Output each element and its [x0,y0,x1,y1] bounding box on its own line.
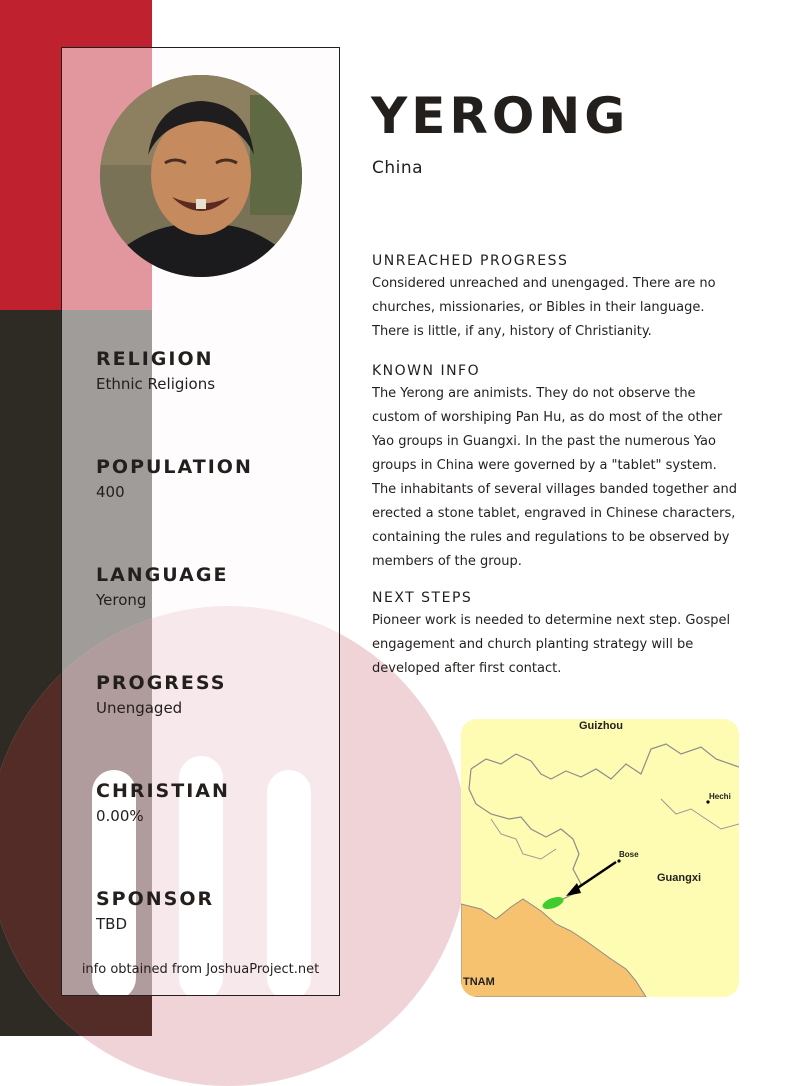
field-religion [96,348,215,393]
section-heading: UNREACHED PROGRESS [372,253,569,269]
section-body: Considered unreached and unengaged. There are no churches, missionaries, or Bibles in their language. There is little, if any, history of Christianity. [372,276,716,339]
section-next-steps [372,590,742,681]
field-value: 0.00% [96,807,144,825]
field-progress [96,672,226,717]
field-christian [96,780,230,825]
map-label-guangxi: Guangxi [657,872,702,884]
field-value: TBD [96,915,128,933]
field-label: CHRISTIAN [96,780,230,802]
field-label: PROGRESS [96,672,227,694]
field-label: SPONSOR [96,888,215,910]
section-heading: NEXT STEPS [372,590,473,606]
section-known-info [372,363,742,574]
profile-card [61,47,340,996]
section-body: The Yerong are animists. They do not observe the custom of worshiping Pan Hu, as do most of the other Yao groups in Guangxi. In the past the numerous Yao groups in China were governed by a "tablet" system. The inhabitants of several villages banded together and erected a stone tablet, engraved in Chinese characters, containing the rules and regulations to be observed by members of the group. [372,386,738,569]
country-label: China [372,158,424,178]
map-label-vietnam: TNAM [463,976,495,988]
map-label-bose: Bose [619,850,639,859]
field-label: LANGUAGE [96,564,229,586]
section-heading: KNOWN INFO [372,363,481,379]
field-label: POPULATION [96,456,253,478]
people-group-title: YERONG [371,87,630,145]
portrait-photo [100,75,302,277]
field-value: Ethnic Religions [96,375,216,393]
location-map [461,719,739,997]
field-value: Unengaged [96,699,183,717]
field-value: 400 [96,483,125,501]
map-label-guizhou: Guizhou [579,720,623,732]
section-unreached-progress [372,253,742,344]
map-label-hechi: Hechi [709,792,731,801]
field-label: RELIGION [96,348,214,370]
field-language [96,564,228,609]
source-footer: info obtained from JoshuaProject.net [81,962,320,977]
field-sponsor [96,888,214,933]
section-body: Pioneer work is needed to determine next step. Gospel engagement and church planting strategy will be developed after first contact. [372,613,731,676]
field-population [96,456,253,501]
field-value: Yerong [96,591,147,609]
